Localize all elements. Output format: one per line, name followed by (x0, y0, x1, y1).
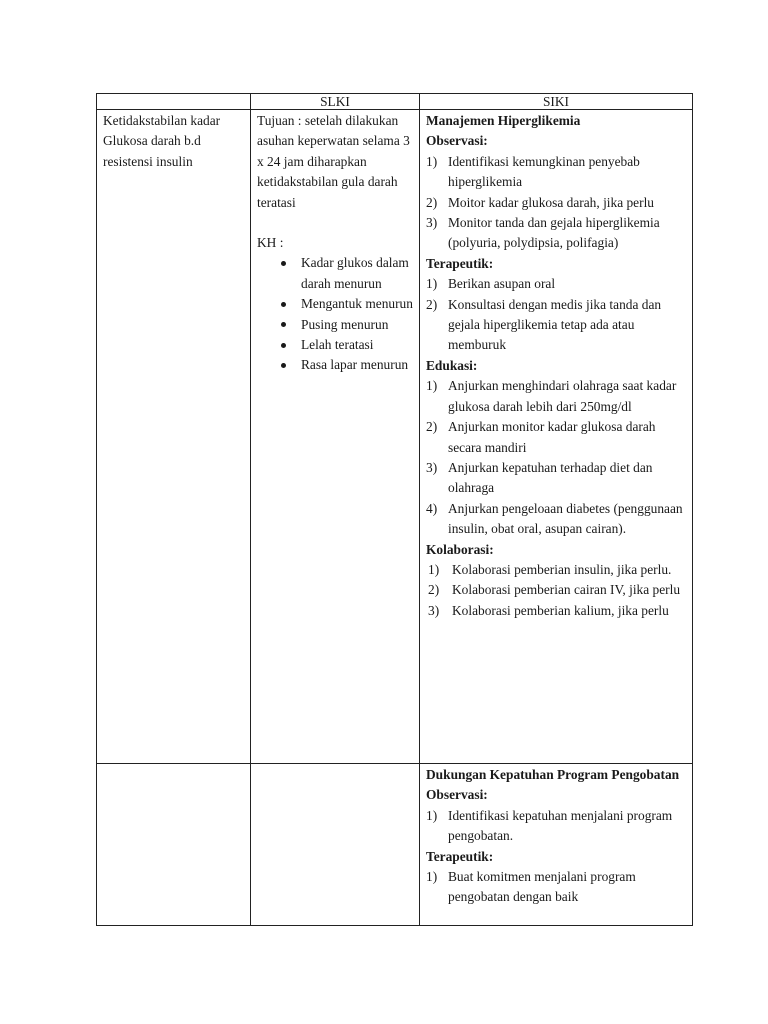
section-heading: Kolaborasi: (426, 541, 494, 557)
diagnosis-text: Ketidakstabilan kadar Glukosa darah b.d resistensi insulin (103, 113, 221, 169)
list-item: 2) Moitor kadar glukosa darah, jika perlu (426, 194, 655, 210)
list-item: 4) Anjurkan pengeloaan diabetes (penggunaan insulin, obat oral, asupan cairan). (426, 500, 683, 537)
list-item: 1) Anjurkan menghindari olahraga saat kadar glukosa darah lebih dari 250mg/dl (426, 378, 677, 414)
numbered-list (426, 867, 686, 908)
nursing-care-table (96, 93, 693, 926)
slki-kh-label: KH : (257, 235, 284, 251)
diagnosis-cell (97, 110, 251, 764)
list-item: 2) Anjurkan monitor kadar glukosa darah secara mandiri (426, 419, 656, 455)
section-heading: Terapeutik: (426, 255, 494, 271)
list-item: 2) Kolaborasi pemberian cairan IV, jika perlu (428, 582, 681, 598)
section-heading: Observasi: (426, 133, 488, 149)
list-item: Kadar glukos dalam darah menurun (279, 253, 413, 294)
section-heading: Edukasi: (426, 357, 478, 373)
list-item: 1) Berikan asupan oral (426, 276, 556, 292)
table-row (97, 110, 693, 764)
list-item: Rasa lapar menurun (279, 355, 413, 375)
list-item: 1) Kolaborasi pemberian insulin, jika perlu. (428, 561, 672, 577)
slki-kh-list (257, 253, 413, 375)
siki-cell (420, 110, 693, 764)
table-row (97, 764, 693, 926)
numbered-list (426, 560, 686, 621)
siki-cell (420, 764, 693, 926)
list-item: Mengantuk menurun (279, 294, 413, 314)
list-item: 1) Identifikasi kemungkinan penyebab hiperglikemia (426, 153, 640, 190)
list-item: 3) Anjurkan kepatuhan terhadap diet dan olahraga (426, 459, 653, 496)
numbered-list (426, 806, 686, 847)
header-row (97, 94, 693, 110)
numbered-list (426, 376, 686, 539)
list-item: Lelah teratasi (279, 335, 413, 355)
list-item: 2) Konsultasi dengan medis jika tanda dan gejala hiperglikemia tetap ada atau memburuk (426, 296, 662, 353)
slki-cell (251, 764, 420, 926)
list-item: 1) Buat komitmen menjalani program pengobatan dengan baik (426, 869, 636, 905)
header-diagnosis (97, 94, 251, 110)
siki-title: Dukungan Kepatuhan Program Pengobatan (426, 767, 680, 782)
diagnosis-cell (97, 764, 251, 926)
numbered-list (426, 152, 686, 254)
list-item: 3) Monitor tanda dan gejala hiperglikemia (polyuria, polydipsia, polifagia) (426, 215, 660, 251)
header-siki: SIKI (420, 94, 693, 110)
section-heading: Terapeutik: (426, 848, 494, 864)
list-item: 3) Kolaborasi pemberian kalium, jika perlu (428, 602, 669, 618)
section-heading: Observasi: (426, 787, 488, 803)
header-slki: SLKI (251, 94, 420, 110)
list-item: 1) Identifikasi kepatuhan menjalani program pengobatan. (426, 807, 673, 844)
list-item: Pusing menurun (279, 315, 413, 335)
siki-title: Manajemen Hiperglikemia (426, 113, 581, 128)
numbered-list (426, 274, 686, 356)
slki-cell (251, 110, 420, 764)
slki-tujuan: Tujuan : setelah dilakukan asuhan keperwatan selama 3 x 24 jam diharapkan ketidakstabilan gula darah teratasi (257, 113, 410, 210)
